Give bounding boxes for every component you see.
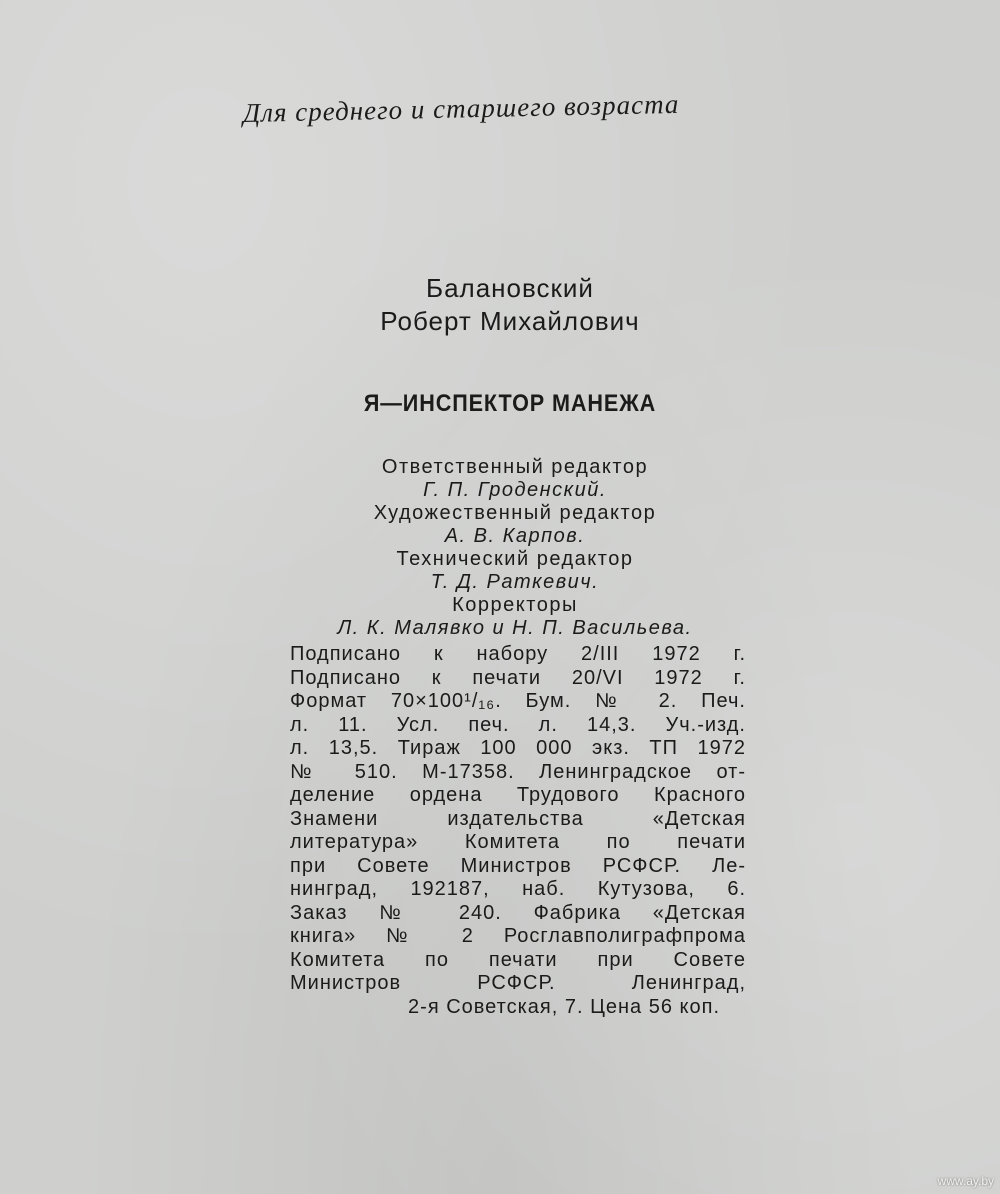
imprint-line: деление ордена Трудового Красного (290, 784, 746, 806)
credit-person: Л. К. Малявко и Н. П. Васильева. (337, 617, 693, 639)
credit-role: Технический редактор (396, 548, 634, 570)
imprint-line: 2-я Советская, 7. Цена 56 коп. (408, 995, 720, 1018)
credit-person: Т. Д. Раткевич. (430, 571, 600, 593)
imprint-line: книга» № 2 Росглавполиграфпрома (290, 925, 746, 947)
watermark: www.ay.by (937, 1174, 994, 1188)
imprint-line: Формат 70×100¹/₁₆. Бум. № 2. Печ. (290, 690, 746, 712)
author-surname: Балановский (426, 273, 594, 303)
credit-role: Ответственный редактор (381, 456, 649, 478)
imprint-line: Комитета по печати при Совете (290, 948, 746, 971)
age-recommendation: Для среднего и старшего возраста (242, 88, 680, 128)
author-given-names: Роберт Михайлович (380, 306, 640, 336)
credit-person: А. В. Карпов. (444, 525, 586, 547)
credit-role: Корректоры (452, 594, 578, 616)
credit-role: Художественный редактор (373, 502, 657, 524)
imprint-line: л. 11. Усл. печ. л. 14,3. Уч.-изд. (290, 713, 746, 736)
imprint-line: нинград, 192187, наб. Кутузова, 6. (290, 878, 746, 900)
credit-person: Г. П. Гроденский. (423, 479, 607, 501)
imprint-block (290, 643, 746, 1019)
author-block (300, 272, 720, 338)
imprint-line: л. 13,5. Тираж 100 000 экз. ТП 1972 (290, 737, 746, 759)
book-title: Я—ИНСПЕКТОР МАНЕЖА (363, 390, 657, 417)
imprint-line: литература» Комитета по печати (290, 831, 746, 853)
imprint-line: Знамени издательства «Детская (290, 807, 746, 830)
imprint-line: при Совете Министров РСФСР. Ле- (290, 854, 746, 877)
imprint-line: Подписано к набору 2/III 1972 г. (290, 643, 746, 665)
credits-block (280, 456, 750, 640)
imprint-line: Министров РСФСР. Ленинград, (290, 972, 746, 994)
imprint-line: Заказ № 240. Фабрика «Детская (290, 901, 746, 924)
imprint-line: Подписано к печати 20/VI 1972 г. (290, 666, 746, 689)
imprint-line: № 510. М-17358. Ленинградское от- (290, 760, 746, 783)
